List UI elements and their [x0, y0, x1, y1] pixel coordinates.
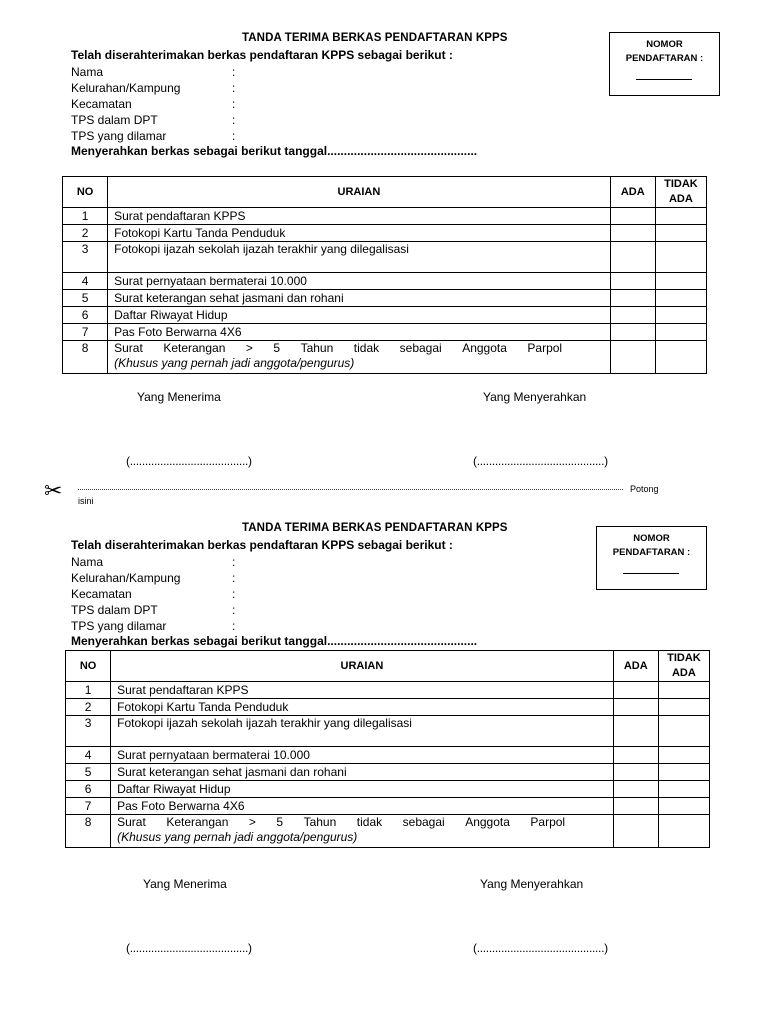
row-text — [108, 341, 611, 374]
tidak-ada-cell[interactable] — [655, 242, 706, 273]
receiver-label: Yang Menerima — [143, 877, 227, 891]
header-ada: ADA — [613, 651, 658, 682]
field-colon: : — [232, 81, 236, 95]
row-text: Surat keterangan sehat jasmani dan rohani — [111, 764, 614, 781]
row-no: 8 — [63, 341, 108, 374]
row-no: 7 — [63, 324, 108, 341]
ada-cell[interactable] — [613, 764, 658, 781]
tidak-ada-cell[interactable] — [655, 208, 706, 225]
field-label: Nama — [71, 555, 104, 569]
receipt-form-bottom — [0, 490, 768, 970]
table-row — [63, 324, 707, 341]
field-label: Kelurahan/Kampung — [71, 571, 181, 585]
field-nama — [71, 554, 271, 570]
field-colon: : — [232, 129, 236, 143]
nomor-label: NOMOR — [646, 39, 683, 50]
header-tidak-ada — [655, 177, 706, 208]
row-text: Pas Foto Berwarna 4X6 — [111, 798, 614, 815]
row-text: Surat keterangan sehat jasmani dan rohani — [108, 290, 611, 307]
row-no: 2 — [63, 225, 108, 242]
tidak-ada-cell[interactable] — [658, 716, 709, 747]
table-row — [66, 716, 710, 747]
word: Keterangan — [166, 815, 229, 829]
row-8-note: (Khusus yang pernah jadi anggota/pengurus) — [114, 356, 355, 370]
field-colon: : — [232, 555, 236, 569]
word: > — [248, 815, 256, 829]
table-header-row — [63, 177, 707, 208]
row-no: 6 — [66, 781, 111, 798]
header-uraian: URAIAN — [108, 177, 611, 208]
word: Parpol — [530, 815, 566, 829]
row-text: Surat pernyataan bermaterai 10.000 — [111, 747, 614, 764]
field-list — [71, 554, 271, 634]
field-kelurahan — [71, 80, 271, 96]
ada-cell[interactable] — [610, 341, 655, 374]
row-no: 1 — [66, 682, 111, 699]
word: Keterangan — [163, 341, 226, 355]
tidak-ada-cell[interactable] — [658, 747, 709, 764]
tidak-ada-cell[interactable] — [658, 781, 709, 798]
word: Tahun — [300, 341, 334, 355]
giver-label: Yang Menyerahkan — [483, 390, 587, 404]
row-text: Fotokopi Kartu Tanda Penduduk — [108, 225, 611, 242]
word: Anggota — [465, 815, 510, 829]
header-ada: ADA — [610, 177, 655, 208]
word: Surat — [114, 341, 143, 355]
row-8-note: (Khusus yang pernah jadi anggota/pengurus) — [117, 830, 358, 844]
row-text — [111, 815, 614, 848]
form-title: TANDA TERIMA BERKAS PENDAFTARAN KPPS — [242, 32, 508, 44]
field-tps-dpt — [71, 602, 271, 618]
registration-number-box — [596, 526, 707, 590]
row-8-words — [114, 341, 562, 356]
row-no: 2 — [66, 699, 111, 716]
word: tidak — [353, 341, 380, 355]
ada-cell[interactable] — [610, 307, 655, 324]
table-row — [66, 815, 710, 848]
word: Parpol — [527, 341, 563, 355]
row-text: Surat pernyataan bermaterai 10.000 — [108, 273, 611, 290]
pendaftaran-label: PENDAFTARAN : — [612, 547, 691, 558]
row-no: 7 — [66, 798, 111, 815]
tidak-ada-cell[interactable] — [658, 815, 709, 848]
row-text: Daftar Riwayat Hidup — [108, 307, 611, 324]
word: sebagai — [402, 815, 445, 829]
ada-cell[interactable] — [610, 290, 655, 307]
field-tps-dpt — [71, 112, 271, 128]
nomor-label: NOMOR — [633, 533, 670, 544]
table-row — [66, 699, 710, 716]
number-blank-line — [636, 79, 692, 80]
tidak-ada-cell[interactable] — [655, 273, 706, 290]
table-row — [63, 225, 707, 242]
receiver-signature-line: (.......................................) — [126, 941, 252, 955]
word: Anggota — [462, 341, 507, 355]
submit-date-line: Menyerahkan berkas sebagai berikut tanggal............................................. — [71, 634, 478, 648]
document-checklist-table — [65, 650, 710, 848]
word: Tahun — [303, 815, 337, 829]
header-tidak-ada — [658, 651, 709, 682]
tidak-ada-cell[interactable] — [658, 682, 709, 699]
ada-cell[interactable] — [610, 225, 655, 242]
submit-date-line: Menyerahkan berkas sebagai berikut tanggal............................................. — [71, 144, 478, 158]
field-colon: : — [232, 113, 236, 127]
header-no: NO — [63, 177, 108, 208]
word: > — [245, 341, 253, 355]
row-no: 3 — [63, 242, 108, 273]
row-no: 3 — [66, 716, 111, 747]
ada-cell[interactable] — [613, 747, 658, 764]
table-row — [63, 242, 707, 273]
number-blank-line — [623, 573, 679, 574]
header-ada-2: ADA — [671, 667, 696, 679]
table-row — [63, 307, 707, 324]
cut-label: Potong — [630, 484, 659, 494]
header-uraian: URAIAN — [111, 651, 614, 682]
header-no: NO — [66, 651, 111, 682]
row-text: Surat pendaftaran KPPS — [108, 208, 611, 225]
field-colon: : — [232, 65, 236, 79]
field-list — [71, 64, 271, 144]
row-no: 5 — [66, 764, 111, 781]
table-row — [66, 764, 710, 781]
table-row — [66, 747, 710, 764]
word: 5 — [273, 341, 281, 355]
header-tidak: TIDAK — [667, 652, 701, 664]
receipt-form-top — [0, 0, 768, 480]
header-ada-2: ADA — [668, 193, 693, 205]
form-intro: Telah diserahterimakan berkas pendaftaran KPPS sebagai berikut : — [71, 538, 453, 552]
row-text: Fotokopi ijazah sekolah ijazah terakhir yang dilegalisasi — [108, 242, 611, 273]
field-tps-dilamar — [71, 128, 271, 144]
row-8-words — [117, 815, 565, 830]
row-no: 1 — [63, 208, 108, 225]
ada-cell[interactable] — [613, 716, 658, 747]
document-checklist-table — [62, 176, 707, 374]
field-label: TPS dalam DPT — [71, 603, 158, 617]
field-label: TPS dalam DPT — [71, 113, 158, 127]
tidak-ada-cell[interactable] — [655, 225, 706, 242]
ada-cell[interactable] — [610, 242, 655, 273]
pendaftaran-label: PENDAFTARAN : — [625, 53, 704, 64]
field-label: Nama — [71, 65, 104, 79]
ada-cell[interactable] — [613, 798, 658, 815]
table-row — [66, 798, 710, 815]
tidak-ada-cell[interactable] — [655, 324, 706, 341]
field-kelurahan — [71, 570, 271, 586]
tidak-ada-cell[interactable] — [655, 290, 706, 307]
table-row — [66, 781, 710, 798]
field-label: TPS yang dilamar — [71, 129, 167, 143]
word: tidak — [356, 815, 383, 829]
field-colon: : — [232, 603, 236, 617]
table-row — [63, 208, 707, 225]
row-text: Surat pendaftaran KPPS — [111, 682, 614, 699]
ada-cell[interactable] — [610, 208, 655, 225]
ada-cell[interactable] — [610, 273, 655, 290]
row-text: Daftar Riwayat Hidup — [111, 781, 614, 798]
field-colon: : — [232, 587, 236, 601]
field-kecamatan — [71, 586, 271, 602]
field-kecamatan — [71, 96, 271, 112]
field-colon: : — [232, 97, 236, 111]
tidak-ada-cell[interactable] — [658, 798, 709, 815]
cut-label-2: isini — [78, 496, 94, 506]
table-row — [63, 290, 707, 307]
field-colon: : — [232, 619, 236, 633]
row-no: 4 — [63, 273, 108, 290]
registration-number-box — [609, 32, 720, 96]
word: Surat — [117, 815, 146, 829]
receiver-label: Yang Menerima — [137, 390, 221, 404]
row-no: 8 — [66, 815, 111, 848]
header-tidak: TIDAK — [664, 178, 698, 190]
tidak-ada-cell[interactable] — [655, 307, 706, 324]
row-text: Fotokopi ijazah sekolah ijazah terakhir yang dilegalisasi — [111, 716, 614, 747]
table-header-row — [66, 651, 710, 682]
ada-cell[interactable] — [613, 781, 658, 798]
row-no: 5 — [63, 290, 108, 307]
form-title: TANDA TERIMA BERKAS PENDAFTARAN KPPS — [242, 522, 508, 534]
field-colon: : — [232, 571, 236, 585]
tidak-ada-cell[interactable] — [658, 699, 709, 716]
row-text: Fotokopi Kartu Tanda Penduduk — [111, 699, 614, 716]
table-row — [66, 682, 710, 699]
field-label: Kelurahan/Kampung — [71, 81, 181, 95]
giver-label: Yang Menyerahkan — [480, 877, 584, 891]
giver-signature-line: (..........................................) — [473, 941, 608, 955]
ada-cell[interactable] — [613, 682, 658, 699]
tidak-ada-cell[interactable] — [658, 764, 709, 781]
table-row — [63, 273, 707, 290]
form-intro: Telah diserahterimakan berkas pendaftaran KPPS sebagai berikut : — [71, 48, 453, 62]
field-tps-dilamar — [71, 618, 271, 634]
field-label: TPS yang dilamar — [71, 619, 167, 633]
ada-cell[interactable] — [613, 699, 658, 716]
row-no: 6 — [63, 307, 108, 324]
table-row — [63, 341, 707, 374]
row-no: 4 — [66, 747, 111, 764]
word: sebagai — [399, 341, 442, 355]
scissors-icon: ✂ — [44, 478, 63, 503]
field-label: Kecamatan — [71, 97, 132, 111]
word: 5 — [276, 815, 284, 829]
giver-signature-line: (..........................................) — [473, 454, 608, 468]
row-text: Pas Foto Berwarna 4X6 — [108, 324, 611, 341]
receiver-signature-line: (.......................................) — [126, 454, 252, 468]
ada-cell[interactable] — [613, 815, 658, 848]
field-nama — [71, 64, 271, 80]
ada-cell[interactable] — [610, 324, 655, 341]
field-label: Kecamatan — [71, 587, 132, 601]
tidak-ada-cell[interactable] — [655, 341, 706, 374]
